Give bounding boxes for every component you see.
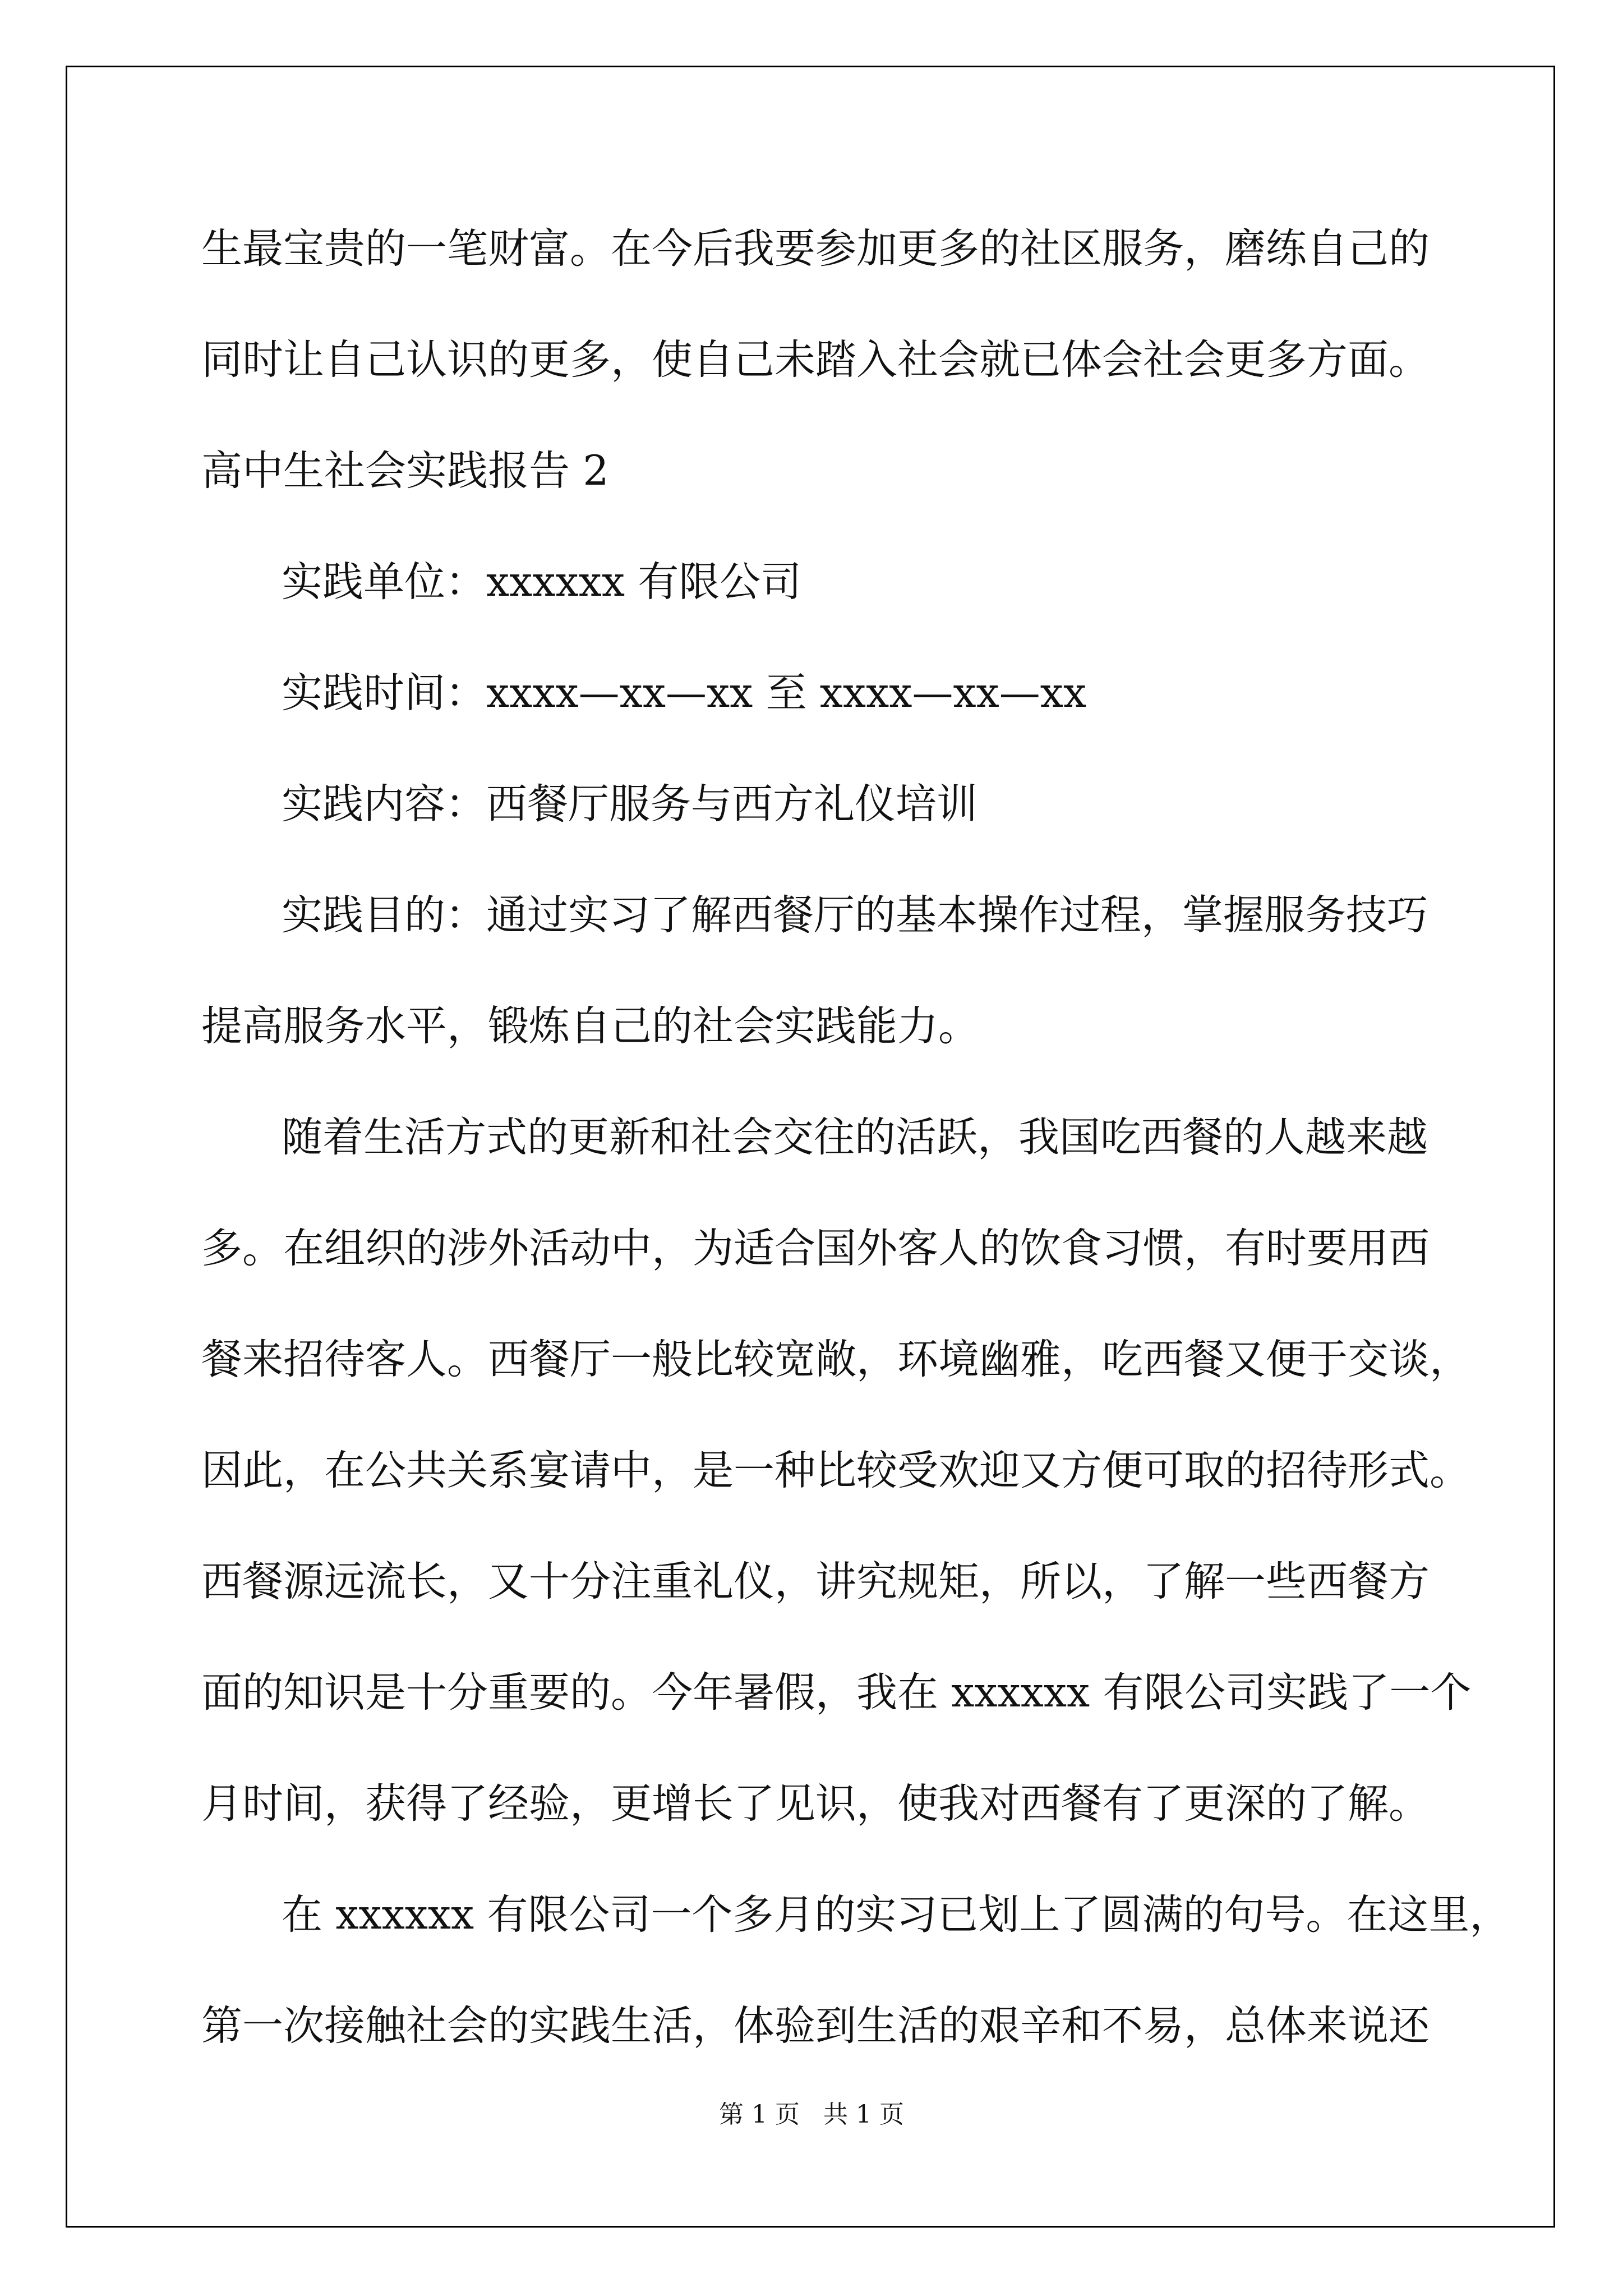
text-line: 餐来招待客人。西餐厅一般比较宽敞，环境幽雅，吃西餐又便于交谈， bbox=[201, 1336, 1470, 1383]
text-line: 第一次接触社会的实践生活，体验到生活的艰辛和不易，总体来说还 bbox=[201, 2002, 1430, 2050]
text-line: 随着生活方式的更新和社会交往的活跃，我国吃西餐的人越来越 bbox=[282, 1114, 1428, 1161]
text-line: 实践单位：xxxxxx 有限公司 bbox=[282, 558, 802, 606]
page-footer: 第 1 页 共 1 页 bbox=[719, 2100, 904, 2129]
text-line: 提高服务水平，锻炼自己的社会实践能力。 bbox=[201, 1002, 979, 1050]
text-line: 多。在组织的涉外活动中，为适合国外客人的饮食习惯，有时要用西 bbox=[201, 1225, 1430, 1272]
section-heading: 高中生社会实践报告 2 bbox=[201, 447, 609, 495]
text-line: 面的知识是十分重要的。今年暑假，我在 xxxxxx 有限公司实践了一个 bbox=[201, 1669, 1472, 1717]
text-line: 在 xxxxxx 有限公司一个多月的实习已划上了圆满的句号。在这里， bbox=[282, 1891, 1511, 1939]
text-line: 同时让自己认识的更多，使自己未踏入社会就已体会社会更多方面。 bbox=[201, 336, 1430, 384]
text-line: 实践内容：西餐厅服务与西方礼仪培训 bbox=[282, 780, 978, 828]
text-line: 生最宝贵的一笔财富。在今后我要参加更多的社区服务，磨练自己的 bbox=[201, 225, 1430, 273]
text-line: 月时间，获得了经验，更增长了见识，使我对西餐有了更深的了解。 bbox=[201, 1780, 1430, 1828]
text-line: 西餐源远流长，又十分注重礼仪，讲究规矩，所以，了解一些西餐方 bbox=[201, 1558, 1430, 1605]
text-line: 实践时间：xxxx—xx—xx 至 xxxx—xx—xx bbox=[282, 669, 1087, 717]
text-line: 因此，在公共关系宴请中，是一种比较受欢迎又方便可取的招待形式。 bbox=[201, 1447, 1470, 1494]
text-line: 实践目的：通过实习了解西餐厅的基本操作过程，掌握服务技巧 bbox=[282, 891, 1428, 939]
